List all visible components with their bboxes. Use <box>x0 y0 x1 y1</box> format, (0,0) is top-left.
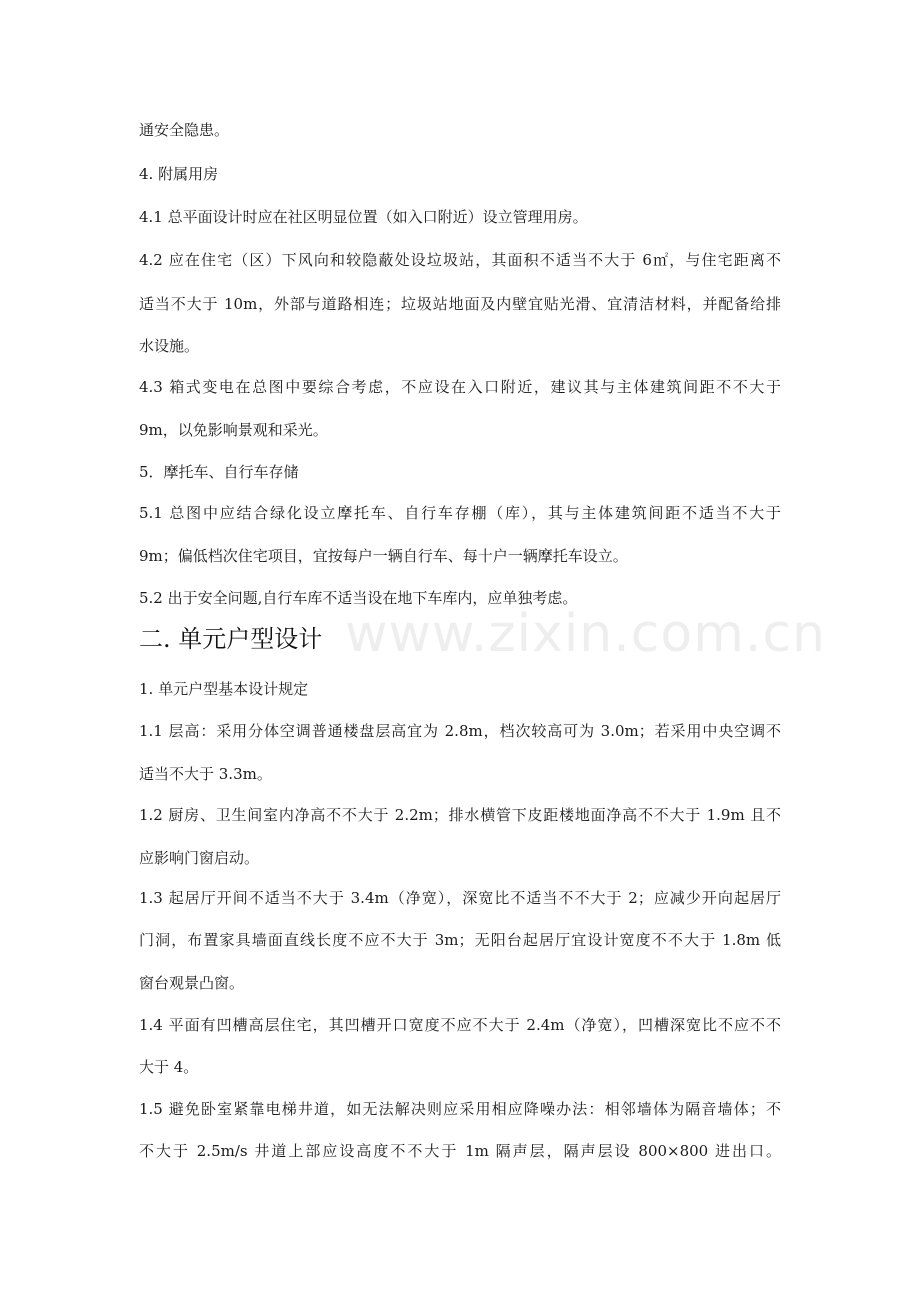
paragraph-line: 门洞，布置家具墙面直线长度不应不大于 3m；无阳台起居厅宜设计宽度不不大于 1.8m 低 <box>139 931 781 949</box>
paragraph-line: 1.4 平面有凹槽高层住宅，其凹槽开口宽度不应不大于 2.4m（净宽），凹槽深宽比不应不不 <box>139 1016 781 1034</box>
paragraph-line: 适当不大于 3.3m。 <box>139 765 272 783</box>
paragraph-line: 适当不大于 10m，外部与道路相连；垃圾站地面及内壁宜贴光滑、宜清洁材料，并配备给排 <box>139 295 781 313</box>
chapter-heading: 二. 单元户型设计 <box>139 625 323 653</box>
paragraph-line: 1.1 层高：采用分体空调普通楼盘层高宜为 2.8m，档次较高可为 3.0m；若采用中央空调不 <box>139 722 781 740</box>
paragraph-line: 窗台观景凸窗。 <box>139 974 245 992</box>
paragraph-line: 5.2 出于安全问题,自行车库不适当设在地下车库内，应单独考虑。 <box>139 589 578 607</box>
paragraph-line: 9m；偏低档次住宅项目，宜按每户一辆自行车、每十户一辆摩托车设立。 <box>139 547 628 565</box>
section-heading-4: 4. 附属用房 <box>139 165 219 183</box>
paragraph-line: 5.1 总图中应结合绿化设立摩托车、自行车存棚（库），其与主体建筑间距不适当不大于 <box>139 504 781 522</box>
paragraph-line: 1.3 起居厅开间不适当不大于 3.4m（净宽），深宽比不适当不不大于 2；应减少开向起居厅 <box>139 889 781 907</box>
paragraph-line: 1.2 厨房、卫生间室内净高不不大于 2.2m；排水横管下皮距楼地面净高不不大于 1.9m 且不 <box>139 806 781 824</box>
section-heading-1: 1. 单元户型基本设计规定 <box>139 680 309 698</box>
paragraph-line: 4.2 应在住宅（区）下风向和较隐蔽处设垃圾站，其面积不适当不大于 6㎡，与住宅距离不 <box>139 251 781 269</box>
paragraph-line: 1.5 避免卧室紧靠电梯井道，如无法解决则应采用相应降噪办法：相邻墙体为隔音墙体；不 <box>139 1100 781 1118</box>
paragraph-line: 大于 4。 <box>139 1058 199 1076</box>
section-heading-5: 5．摩托车、自行车存储 <box>139 463 299 481</box>
paragraph-line: 不大于 2.5m/s 井道上部应设高度不不大于 1m 隔声层，隔声层设 800×800 进出口。 <box>139 1142 781 1160</box>
watermark: www.zixin.com.cn <box>345 604 826 664</box>
paragraph-line: 4.1 总平面设计时应在社区明显位置（如入口附近）设立管理用房。 <box>139 208 588 226</box>
paragraph-line: 应影响门窗启动。 <box>139 849 260 867</box>
paragraph-line: 4.3 箱式变电在总图中要综合考虑，不应设在入口附近，建议其与主体建筑间距不不大于 <box>139 378 781 396</box>
paragraph-line: 通安全隐患。 <box>139 121 230 139</box>
paragraph-line: 水设施。 <box>139 337 200 355</box>
paragraph-line: 9m，以免影响景观和采光。 <box>139 421 328 439</box>
